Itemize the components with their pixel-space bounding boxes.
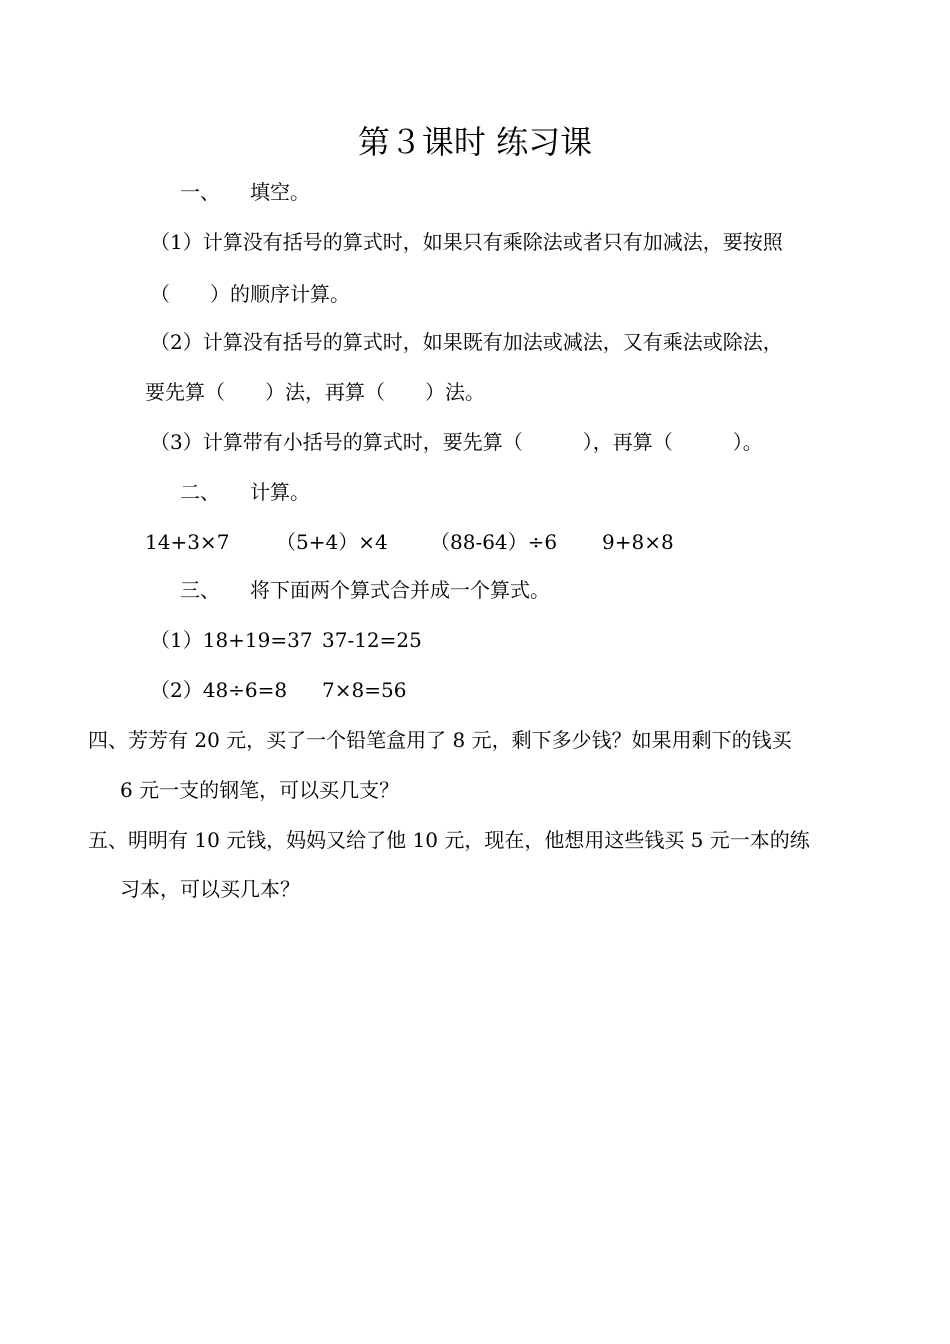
question-1-line-1: （1）计算没有括号的算式时，如果只有乘除法或者只有加减法，要按照 [150,230,783,254]
section-2-title: 计算。 [250,480,310,504]
problem-4-line-1: 四、芳芳有 20 元，买了一个铅笔盒用了 8 元，剩下多少钱？如果用剩下的钱买 [88,728,792,752]
section-2-number: 二、 [180,480,220,504]
merge-item-1-first: （1）18+19=37 [150,628,313,652]
problem-4-line-2: 6 元一支的钢笔，可以买几支？ [120,778,400,802]
expression-2: （5+4）×4 [276,530,388,554]
section-3-number: 三、 [180,578,220,602]
question-3-line-1: （3）计算带有小括号的算式时，要先算（ ），再算（ ）。 [150,430,763,454]
expression-3: （88-64）÷6 [430,530,558,554]
question-2-line-1: （2）计算没有括号的算式时，如果既有加法或减法，又有乘法或除法， [150,330,783,354]
question-2-line-2: 要先算（ ）法，再算（ ）法。 [145,380,485,404]
section-2-heading [180,480,310,504]
merge-item-2-second: 7×8=56 [322,678,407,702]
problem-5-line-1: 五、明明有 10 元钱，妈妈又给了他 10 元，现在，他想用这些钱买 5 元一本的练 [88,828,810,852]
question-1-line-2: （ ）的顺序计算。 [150,282,350,306]
problem-5-line-2: 习本，可以买几本？ [120,877,300,901]
page-title: 第３课时 练习课 [357,123,593,161]
section-1-number: 一、 [180,180,220,204]
merge-item-1-second: 37-12=25 [322,628,422,652]
section-1-heading [180,180,310,204]
section-3-title: 将下面两个算式合并成一个算式。 [250,578,550,602]
section-1-title: 填空。 [250,180,310,204]
section-3-heading [180,578,550,602]
merge-item-2-first: （2）48÷6=8 [150,678,288,702]
expression-1: 14+3×7 [145,530,230,554]
expression-4: 9+8×8 [602,530,674,554]
